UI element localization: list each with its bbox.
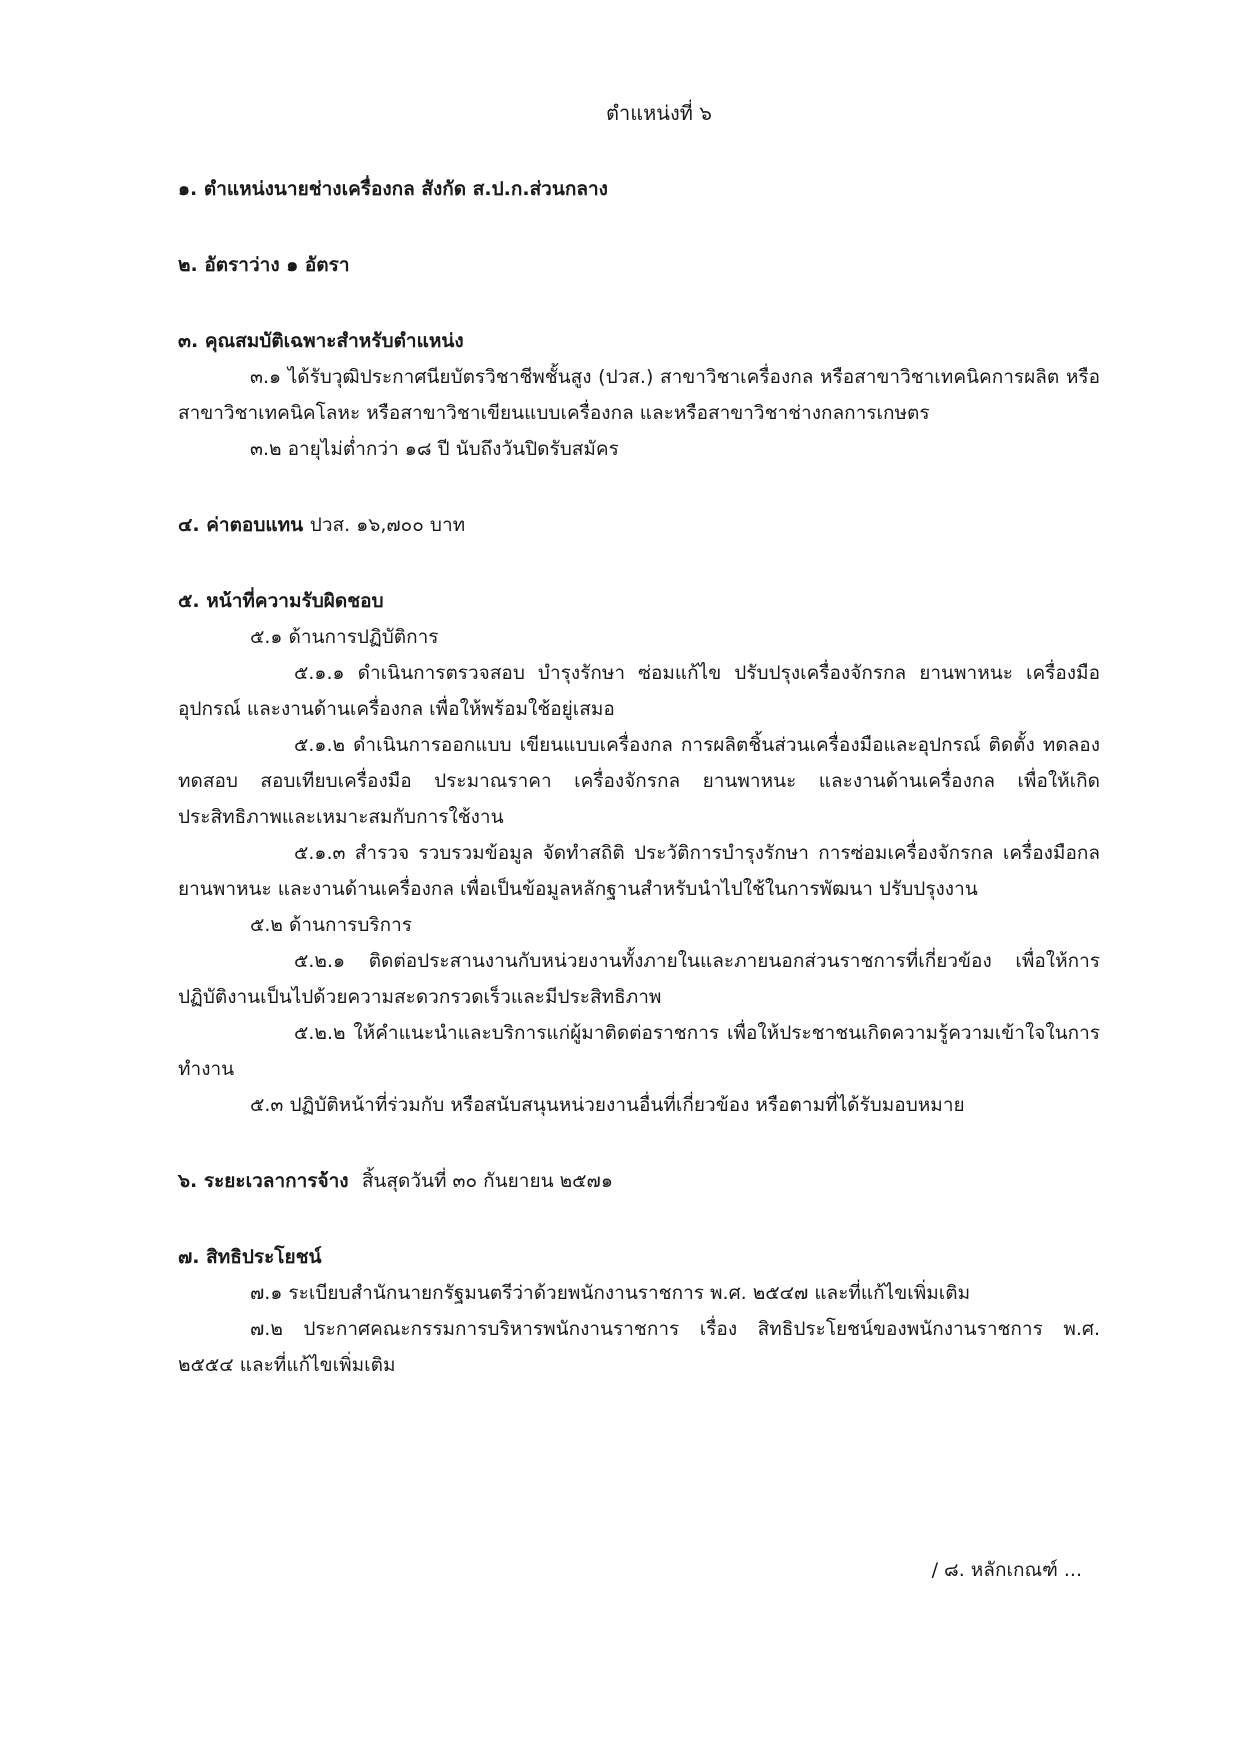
section-4-value: ปวส. ๑๖,๗๐๐ บาท (309, 514, 466, 536)
section-5-1-3-paragraph: ๕.๑.๓ สำรวจ รวบรวมข้อมูล จัดทำสถิติ ประวัติการบำรุงรักษา การซ่อมเครื่องจักรกล เครื่องมือกล ยานพาหนะ และงานด้านเครื่องกล เพื่อเป็นข้อมูลหลักฐานสำหรับนำไปใช้ในการพัฒนา ปรับปรุงงาน (178, 842, 1100, 900)
section-7-1-paragraph: ๗.๑ ระเบียบสำนักนายกรัฐมนตรีว่าด้วยพนักงานราชการ พ.ศ. ๒๕๔๗ และที่แก้ไขเพิ่มเติม (250, 1282, 971, 1304)
section-5-1-1-paragraph: ๕.๑.๑ ดำเนินการตรวจสอบ บำรุงรักษา ซ่อมแก้ไข ปรับปรุงเครื่องจักรกล ยานพาหนะ เครื่องมือ อุปกรณ์ และงานด้านเครื่องกล เพื่อให้พร้อมใช้อยู่เสมอ (178, 662, 1100, 720)
section-5-1-heading: ๕.๑ ด้านการปฏิบัติการ (250, 626, 439, 648)
section-7-2-paragraph: ๗.๒ ประกาศคณะกรรมการบริหารพนักงานราชการ เรื่อง สิทธิประโยชน์ของพนักงานราชการ พ.ศ. ๒๕๕๔ และที่แก้ไขเพิ่มเติม (178, 1318, 1100, 1376)
section-6-heading: ๖. ระยะเวลาการจ้าง (178, 1170, 349, 1192)
section-2-vacancy: ๒. อัตราว่าง ๑ อัตรา (178, 254, 350, 276)
section-4-compensation (178, 507, 1100, 543)
continuation-footer: / ๘. หลักเกณฑ์ ... (931, 1559, 1082, 1581)
section-7-heading: ๗. สิทธิประโยชน์ (178, 1246, 322, 1268)
section-3-heading: ๓. คุณสมบัติเฉพาะสำหรับตำแหน่ง (178, 330, 464, 352)
section-5-1-2-paragraph: ๕.๑.๒ ดำเนินการออกแบบ เขียนแบบเครื่องกล การผลิตชิ้นส่วนเครื่องมือและอุปกรณ์ ติดตั้ง ทดลอง ทดสอบ สอบเทียบเครื่องมือ ประมาณราคา เครื่องจักรกล ยานพาหนะ และงานด้านเครื่องกล เพื่อให้เกิดประสิทธิภาพและเหมาะสมกับการใช้งาน (178, 734, 1100, 828)
section-6-value: สิ้นสุดวันที่ ๓๐ กันยายน ๒๕๗๑ (361, 1170, 613, 1192)
section-5-heading: ๕. หน้าที่ความรับผิดชอบ (178, 590, 384, 612)
section-3-1-paragraph: ๓.๑ ได้รับวุฒิประกาศนียบัตรวิชาชีพชั้นสูง (ปวส.) สาขาวิชาเครื่องกล หรือสาขาวิชาเทคนิคการผลิต หรือสาขาวิชาเทคนิคโลหะ หรือสาขาวิชาเขียนแบบเครื่องกล และหรือสาขาวิชาช่างกลการเกษตร (178, 366, 1100, 424)
section-6-employment-period (178, 1163, 1100, 1199)
section-4-heading: ๔. ค่าตอบแทน (178, 514, 304, 536)
section-5-2-1-paragraph: ๕.๒.๑ ติดต่อประสานงานกับหน่วยงานทั้งภายในและภายนอกส่วนราชการที่เกี่ยวข้อง เพื่อให้การปฏิบัติงานเป็นไปด้วยความสะดวกรวดเร็วและมีประสิทธิภาพ (178, 950, 1100, 1008)
section-5-3-paragraph: ๕.๓ ปฏิบัติหน้าที่ร่วมกับ หรือสนับสนุนหน่วยงานอื่นที่เกี่ยวข้อง หรือตามที่ได้รับมอบหมาย (250, 1094, 965, 1116)
section-5-2-heading: ๕.๒ ด้านการบริการ (250, 914, 413, 936)
section-1-position: ๑. ตำแหน่งนายช่างเครื่องกล สังกัด ส.ป.ก.ส่วนกลาง (178, 178, 608, 200)
page-title: ตำแหน่งที่ ๖ (606, 101, 712, 125)
section-3-2-paragraph: ๓.๒ อายุไม่ต่ำกว่า ๑๘ ปี นับถึงวันปิดรับสมัคร (250, 438, 619, 460)
section-5-2-2-paragraph: ๕.๒.๒ ให้คำแนะนำและบริการแก่ผู้มาติดต่อราชการ เพื่อให้ประชาชนเกิดความรู้ความเข้าใจในการทำงาน (178, 1022, 1100, 1080)
